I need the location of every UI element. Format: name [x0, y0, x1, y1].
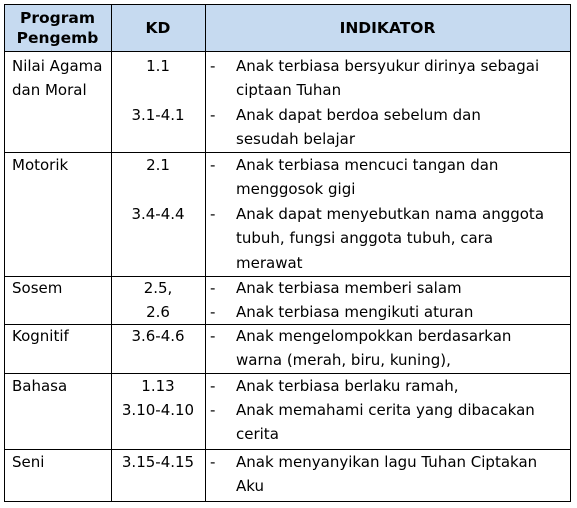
kd-value: 1.13	[141, 377, 175, 395]
kd-value: 2.6	[146, 303, 170, 321]
indicator-text	[236, 300, 473, 324]
program-cell	[12, 54, 102, 103]
table-border-bottom	[4, 501, 571, 502]
program-text: Motorik	[12, 156, 69, 174]
indicator-line: merawat	[236, 253, 303, 272]
bullet-dash: -	[210, 401, 216, 419]
header-indikator: INDIKATOR	[339, 19, 436, 37]
header-program-line: Pengemb	[16, 29, 99, 47]
indicator-line: Aku	[236, 477, 264, 496]
indicator-line: Anak dapat berdoa sebelum dan	[236, 106, 481, 124]
header-program	[4, 8, 111, 48]
table-border-top	[4, 4, 571, 5]
bullet-dash: -	[210, 327, 216, 345]
kd-value: 3.4-4.4	[131, 205, 185, 223]
indicator-text	[236, 153, 498, 202]
indicator-line: cerita	[236, 425, 279, 444]
indicator-line: Anak mengelompokkan berdasarkan	[236, 327, 512, 345]
kd-value: 3.15-4.15	[121, 453, 195, 471]
program-cell	[12, 324, 69, 348]
program-text: Nilai Agama	[12, 57, 103, 75]
indicator-text	[236, 324, 511, 373]
indicator-text	[236, 202, 544, 275]
bullet-dash: -	[210, 279, 216, 297]
bullet-dash: -	[210, 303, 216, 321]
indicator-line: sesudah belajar	[236, 130, 355, 149]
bullet-dash: -	[210, 377, 216, 395]
indicator-line: tubuh, fungsi anggota tubuh, cara	[236, 229, 494, 248]
kd-value: 1.1	[146, 57, 170, 75]
bullet-dash: -	[210, 106, 216, 124]
indicator-line: menggosok gigi	[236, 180, 356, 199]
indicator-line: ciptaan Tuhan	[236, 81, 342, 100]
bullet-dash: -	[210, 205, 216, 223]
indicator-line: Anak terbiasa mengikuti aturan	[236, 303, 474, 321]
program-cell	[12, 450, 44, 474]
program-text: Kognitif	[12, 327, 69, 345]
indicator-line: Anak terbiasa mencuci tangan dan	[236, 156, 499, 174]
program-cell	[12, 374, 67, 398]
indicator-line: Anak terbiasa bersyukur dirinya sebagai	[236, 57, 540, 75]
program-text: dan Moral	[12, 81, 87, 100]
indicator-line: warna (merah, biru, kuning),	[236, 351, 451, 370]
kd-value: 2.5,	[143, 279, 173, 297]
indicator-text	[236, 374, 459, 398]
kd-value: 2.1	[146, 156, 170, 174]
bullet-dash: -	[210, 156, 216, 174]
table-border-left	[4, 4, 5, 502]
indicator-line: Anak memahami cerita yang dibacakan	[236, 401, 535, 419]
indicator-line: Anak menyanyikan lagu Tuhan Ciptakan	[236, 453, 538, 471]
indicator-text	[236, 103, 481, 152]
indicator-text	[236, 450, 537, 499]
bullet-dash: -	[210, 57, 216, 75]
indicator-line: Anak dapat menyebutkan nama anggota	[236, 205, 545, 223]
table-border-right	[570, 4, 571, 502]
kd-value: 3.10-4.10	[121, 401, 195, 419]
header-divider	[4, 51, 571, 52]
indicator-text	[236, 398, 535, 447]
bullet-dash: -	[210, 453, 216, 471]
column-divider	[205, 4, 206, 502]
indicator-text	[236, 54, 539, 103]
kd-value: 3.1-4.1	[131, 106, 185, 124]
header-program-line: Program	[19, 9, 95, 27]
kd-value: 3.6-4.6	[131, 327, 185, 345]
program-text: Bahasa	[12, 377, 68, 395]
header-kd: KD	[145, 19, 171, 37]
indicator-line: Anak terbiasa memberi salam	[236, 279, 462, 297]
column-divider	[111, 4, 112, 502]
program-text: Seni	[12, 453, 45, 471]
program-cell	[12, 276, 62, 300]
program-text: Sosem	[12, 279, 63, 297]
indicator-text	[236, 276, 462, 300]
indicator-line: Anak terbiasa berlaku ramah,	[236, 377, 459, 395]
program-cell	[12, 153, 68, 177]
